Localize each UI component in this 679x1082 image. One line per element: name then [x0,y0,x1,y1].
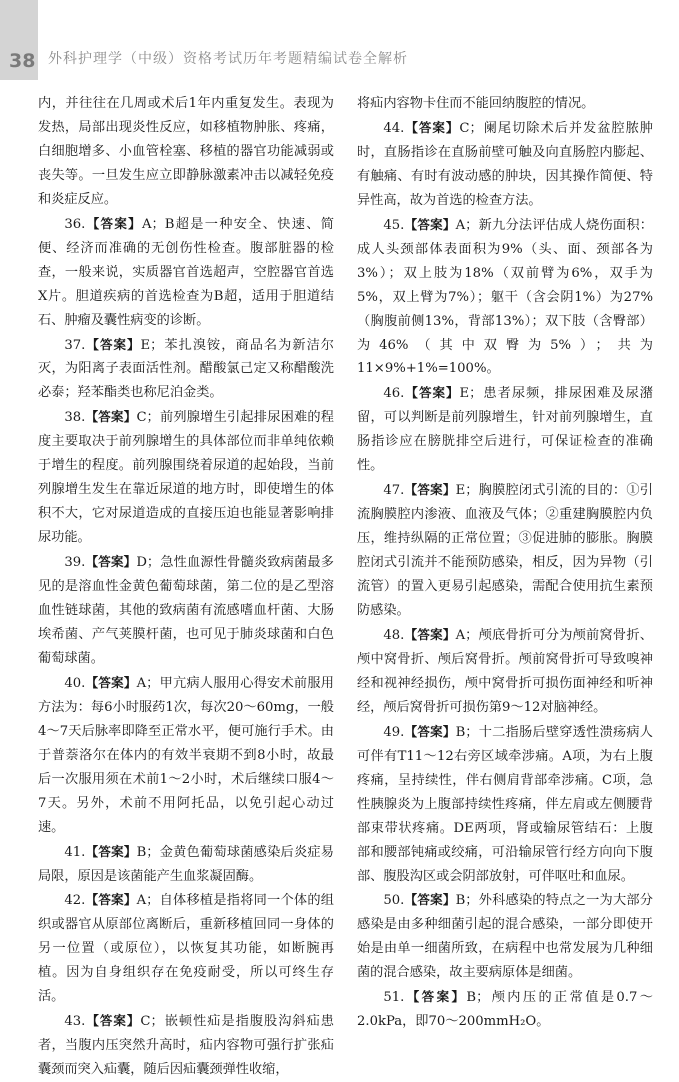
answer-item [38,840,334,889]
question-number: 37. [64,337,86,353]
answer-item [38,1009,334,1082]
explanation-text: D；急性血源性骨髓炎致病菌最多见的是溶血性金黄色葡萄球菌，第二位的是乙型溶血性链球菌，其他的致病菌有流感嗜血杆菌、大肠埃希菌、产气荚膜杆菌，也可见于肺炎球菌和白色葡萄球菌。 [38,555,334,666]
explanation-text: C；嵌顿性疝是指腹股沟斜疝患者，当腹内压突然升高时，疝内容物可强行扩张疝囊颈而突入疝囊，随后因疝囊颈弹性收缩， [38,1014,334,1078]
question-number: 41. [64,844,86,860]
answer-tag: 【答案】 [404,892,456,908]
explanation-text: E；患者尿频，排尿困难及尿潴留，可以判断是前列腺增生，针对前列腺增生，直肠指诊应在膀胱排空后进行，可保证检查的准确性。 [357,386,653,474]
explanation-text: B；外科感染的特点之一为大部分感染是由多种细菌引起的混合感染，一部分即使开始是由单一细菌所致，在病程中也常发展为几种细菌的混合感染，故主要病原体是细菌。 [357,893,653,981]
question-number: 48. [383,627,405,643]
answer-item [357,116,653,213]
question-number: 47. [383,483,405,499]
question-number: 51. [383,990,405,1006]
page-header [0,0,679,84]
continued-paragraph [357,92,653,116]
answer-tag: 【答案】 [85,336,141,352]
right-column [357,92,653,1034]
explanation-text: A；甲亢病人服用心得安术前服用方法为：每6小时服药1次，每次20～60mg，一般4～7天后脉率即降至正常水平，便可施行手术。由于普萘洛尔在体内的有效半衰期不到8小时，故最后一次服用须在术前1～2小时，术后继续口服4～7天。另外，术前不用阿托品，以免引起心动过速。 [38,675,334,835]
answer-item [357,478,653,623]
answer-tag: 【答案】 [85,409,137,425]
explanation-text: E；胸膜腔闭式引流的目的：①引流胸膜腔内渗液、血液及气体；②重建胸膜腔内负压，维持纵隔的正常位置；③促进肺的膨胀。胸膜腔闭式引流并不能预防感染，相反，因为异物（引流管）的置入更易引起感染，需配合使用抗生素预防感染。 [357,483,653,619]
left-column [38,92,334,1082]
explanation-text: B；颅内压的正常值是0.7～2.0kPa，即70～200mmH₂O。 [357,990,653,1030]
explanation-text: 内，并往往在几周或术后1年内重复发生。表现为发热，局部出现炎性反应，如移植物肿胀、疼痛，白细胞增多、小血管栓塞、移植的器官功能减弱或丧失等。一旦发生应立即静脉激素冲击以减轻免疫和炎症反应。 [38,96,334,207]
continued-paragraph [38,92,334,212]
answer-item [357,888,653,985]
answer-item [38,671,334,840]
answer-tag: 【答案】 [404,723,456,739]
answer-item [38,212,334,333]
explanation-text: B；金黄色葡萄球菌感染后炎症易局限，原因是该菌能产生血浆凝固酶。 [38,844,334,884]
answer-tag: 【答案】 [404,626,456,642]
explanation-text: A；自体移植是指将同一个体的组织或器官从原部位离断后，重新移植回同一身体的另一位置（或原位），以恢复其功能，如断腕再植。因为自身组织存在免疫耐受，所以可终生存活。 [38,893,334,1005]
explanation-text: E；苯扎溴铵，商品名为新洁尔灭，为阳离子表面活性剂。醋酸氯己定又称醋酸洗必泰；羟苯酯类也称尼泊金类。 [38,337,334,401]
answer-item [38,333,334,406]
question-number: 46. [383,386,405,402]
question-number: 45. [383,217,405,233]
answer-item [38,888,334,1009]
explanation-text: A；颅底骨折可分为颅前窝骨折、颅中窝骨折、颅后窝骨折。颅前窝骨折可导致嗅神经和视神经损伤，颅中窝骨折可损伤面神经和听神经，颅后窝骨折可损伤第9～12对脑神经。 [357,627,653,715]
answer-item [38,405,334,550]
question-number: 50. [383,893,405,909]
explanation-text: C；阑尾切除术后并发盆腔脓肿时，直肠指诊在直肠前壁可触及向直肠腔内膨起、有触痛、有时有波动感的肿块，因其操作简便、特异性高，故为首选的检查方法。 [357,120,653,208]
answer-item [357,720,653,889]
answer-tag: 【答案】 [85,1013,141,1029]
answer-item [357,381,653,478]
explanation-text: C；前列腺增生引起排尿困难的程度主要取决于前列腺增生的具体部位而非单纯依赖于增生的程度。前列腺围绕着尿道的起始段，当前列腺增生发生在靠近尿道的地方时，即使增生的体积不大，它对尿道造成的直接压迫也能显著影响排尿功能。 [38,410,334,546]
explanation-text: 将疝内容物卡住而不能回纳腹腔的情况。 [357,96,595,111]
question-number: 42. [64,893,86,909]
answer-tag: 【答案】 [85,554,137,570]
answer-tag: 【答案】 [85,215,142,231]
explanation-text: A；B超是一种安全、快速、简便、经济而准确的无创伤性检查。腹部脏器的检查，一般来说，实质器官首选超声，空腔器官首选X片。胆道疾病的首选检查为B超，适用于胆道结石、肿瘤及囊性病变的诊断。 [38,216,334,328]
answer-tag: 【答案】 [85,843,137,859]
question-number: 43. [64,1014,86,1030]
answer-tag: 【答案】 [404,989,467,1005]
explanation-text: A；新九分法评估成人烧伤面积：成人头颈部体表面积为9%（头、面、颈部各为3%）；双上肢为18%（双前臂为6%，双手为5%，双上臂为7%）；躯干（含会阴1%）为27%（胸腹前侧13%，背部13%）；双下肢（含臀部）为46%（其中双臀为5%）；共为11×9%+1%=100%。 [357,217,653,377]
answer-item [357,623,653,720]
question-number: 38. [64,410,86,426]
answer-tag: 【答案】 [404,216,456,232]
book-title: 外科护理学（中级）资格考试历年考题精编试卷全解析 [48,51,408,67]
answer-item [357,985,653,1034]
question-number: 36. [64,216,86,232]
question-number: 39. [64,555,86,571]
answer-tag: 【答案】 [85,674,137,690]
page-number: 38 [9,50,36,72]
answer-item [38,550,334,671]
explanation-text: B；十二指肠后壁穿透性溃疡病人可伴有T11～12右旁区域牵涉痛。A项，为右上腹疼痛，呈持续性，伴右侧肩背部牵涉痛。C项，急性胰腺炎为上腹部持续性疼痛，伴左肩或左侧腰背部束带状疼痛。DE两项，肾或输尿管结石：上腹部和腰部钝痛或绞痛，可沿输尿管行经方向向下腹部、腹股沟区或会阴部放射，可伴呕吐和血尿。 [357,724,653,884]
answer-tag: 【答案】 [85,892,137,908]
question-number: 44. [383,120,405,136]
answer-item [357,213,653,382]
answer-tag: 【答案】 [404,119,460,135]
question-number: 40. [64,675,86,691]
answer-tag: 【答案】 [404,385,460,401]
answer-tag: 【答案】 [404,482,456,498]
question-number: 49. [383,724,405,740]
